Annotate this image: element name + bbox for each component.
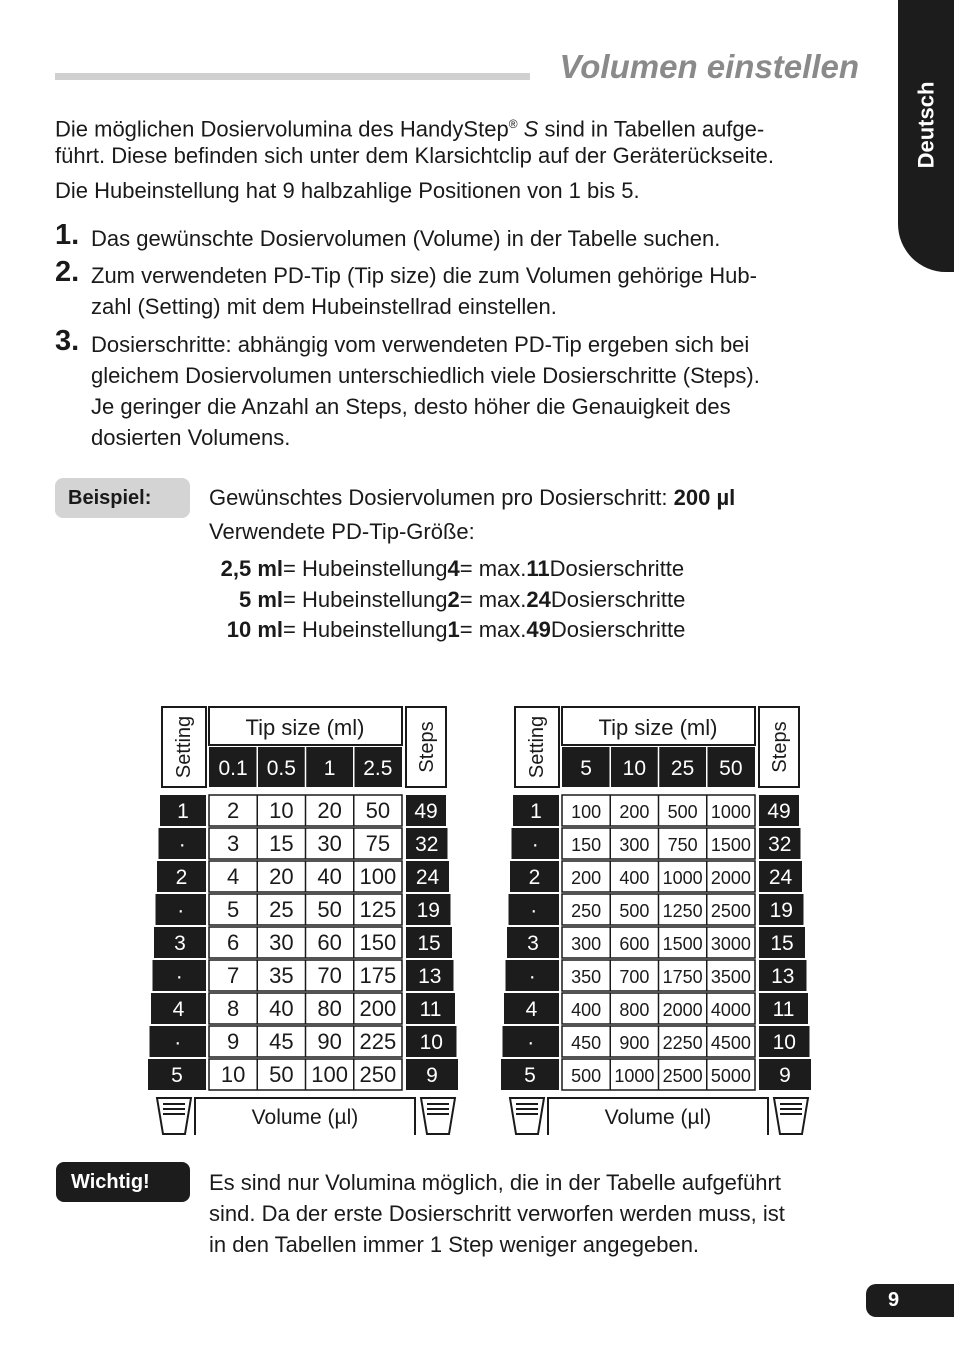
small-table-volume-value: 8 [226, 996, 240, 1021]
small-table-volume-value: 250 [359, 1062, 397, 1087]
small-table-volume-value: 10 [220, 1062, 246, 1087]
small-table-steps-value: 15 [417, 932, 441, 955]
step-3-text-line-3: Je geringer die Anzahl an Steps, desto höher die Genauigkeit des [91, 394, 731, 419]
small-table-steps-value: 11 [419, 998, 442, 1021]
example-text: Gewünschtes Dosiervolumen pro Dosierschritt: [209, 485, 674, 510]
step-3-text-line-4: dosierten Volumens. [91, 425, 291, 450]
small-table-volume-value: 30 [269, 930, 294, 955]
small-table-steps-header: Steps [416, 721, 438, 773]
example-eq2: = max. [459, 556, 527, 581]
small-table-steps-value: 32 [415, 833, 439, 856]
example-suffix: Dosierschritte [549, 556, 685, 581]
small-table-volume-value: 50 [269, 1062, 294, 1087]
small-table-volume-value: 50 [317, 897, 342, 922]
small-table-volume-value: 7 [226, 963, 240, 988]
large-table-volume-value: 1000 [710, 802, 751, 822]
large-table-volume-value: 250 [571, 901, 602, 921]
large-table-setting-value: · [530, 899, 538, 922]
small-table-volume-value: 35 [269, 963, 294, 988]
small-table-steps-value: 19 [416, 899, 440, 922]
example-tip: 5 ml [238, 586, 283, 612]
large-table-volume-value: 750 [667, 835, 698, 855]
small-table-steps-value: 13 [418, 965, 442, 988]
step-1-text: Das gewünschte Dosiervolumen (Volume) in der Tabelle suchen. [91, 226, 721, 251]
large-table-setting-value: 2 [528, 866, 541, 889]
large-table-setting-value: 4 [525, 998, 538, 1021]
large-table-volume-value: 4000 [710, 1000, 751, 1020]
registered-mark: ® [508, 117, 518, 131]
large-table-volume-value: 2250 [662, 1033, 703, 1053]
large-table-steps-value: 11 [772, 998, 795, 1021]
small-table-steps-value: 24 [415, 866, 440, 889]
small-table-tip-value: 0.1 [218, 757, 248, 780]
small-table-tip-value: 0.5 [266, 757, 296, 780]
large-table-steps-header: Steps [769, 721, 791, 773]
example-row [208, 615, 685, 646]
large-table-volume-value: 2000 [662, 1000, 703, 1020]
small-table-setting-value: 2 [175, 866, 188, 889]
small-table-volume-value: 6 [226, 930, 240, 955]
small-table-volume-value: 25 [269, 897, 294, 922]
small-table-volume-value: 90 [317, 1029, 342, 1054]
large-table-volume-value: 1500 [710, 835, 751, 855]
example-row [208, 585, 685, 616]
large-table-tip-value: 25 [670, 757, 695, 780]
large-table-volume-value: 2500 [662, 1066, 703, 1086]
large-table-volume-value: 2000 [710, 868, 751, 888]
large-table-volume-value: 1750 [662, 967, 703, 987]
large-table-volume-value: 300 [571, 934, 602, 954]
large-table-volume-value: 400 [619, 868, 650, 888]
large-table-volume-value: 3000 [710, 934, 751, 954]
small-table-volume-value: 20 [269, 864, 294, 889]
small-table-volume-value: 4 [226, 864, 240, 889]
small-table-setting-value: · [178, 833, 186, 856]
small-table-setting-value: 1 [177, 800, 189, 823]
large-table-setting-header: Setting [526, 715, 548, 779]
intro-line-3: Die Hubeinstellung hat 9 halbzahlige Positionen von 1 bis 5. [55, 178, 640, 203]
example-tip: 2,5 ml [220, 556, 283, 581]
large-table-volume-value: 3500 [710, 967, 751, 987]
small-table-volume-value: 2 [226, 798, 240, 823]
small-table-volume-value: 100 [311, 1062, 348, 1087]
large-table-tip-value: 5 [580, 757, 592, 780]
large-table-steps-value: 9 [779, 1064, 791, 1087]
note-line-2: sind. Da der erste Dosierschritt verworfen werden muss, ist [209, 1201, 785, 1226]
small-table-setting-value: · [174, 1031, 182, 1054]
large-table-volume-value: 700 [619, 967, 650, 987]
example-suffix: Dosierschritte [550, 617, 686, 642]
page-number: 9 [866, 1284, 954, 1317]
example-row [208, 554, 685, 585]
small-table-volume-value: 60 [317, 930, 342, 955]
small-table-setting-value: 3 [174, 932, 186, 955]
small-table-volume-value: 40 [317, 864, 342, 889]
example-setting: 4 [447, 556, 460, 581]
example-eq: = Hubeinstellung [283, 586, 448, 612]
example-max: 49 [526, 617, 551, 642]
example-setting: 2 [447, 586, 460, 612]
small-table-steps-value: 49 [414, 800, 438, 823]
large-table-volume-value: 1500 [662, 934, 703, 954]
large-table-setting-value: · [528, 965, 536, 988]
large-table-tip-size-header: Tip size (ml) [598, 715, 718, 740]
large-table-volume-value: 100 [571, 802, 602, 822]
large-table-volume-value: 200 [619, 802, 650, 822]
example-eq2: = max. [459, 586, 527, 612]
language-tab-label: Deutsch [913, 81, 939, 169]
small-table-volume-value: 70 [317, 963, 342, 988]
large-table-setting-value: · [527, 1031, 535, 1054]
large-table-volume-value: 2500 [710, 901, 751, 921]
small-table-volume-value: 40 [269, 996, 294, 1021]
large-table-volume-value: 450 [571, 1033, 602, 1053]
example-line-2: Verwendete PD-Tip-Größe: [209, 519, 475, 544]
step-2-number: 2. [55, 256, 80, 288]
small-table-volume-value: 9 [226, 1029, 240, 1054]
large-table-steps-value: 19 [769, 899, 793, 922]
example-volume: 200 µl [673, 485, 736, 510]
note-line-1: Es sind nur Volumina möglich, die in der Tabelle aufgeführt [209, 1170, 781, 1195]
large-table-volume-value: 5000 [710, 1066, 751, 1086]
example-rows [208, 554, 685, 646]
large-table-steps-value: 49 [767, 800, 791, 823]
large-table-volume-value: 500 [619, 901, 650, 921]
small-table-volume-value: 3 [226, 831, 240, 856]
small-table-volume-value: 225 [359, 1029, 397, 1054]
large-table-tip-value: 50 [719, 757, 743, 780]
small-table-steps-value: 9 [426, 1064, 438, 1087]
step-3-text-line-1: Dosierschritte: abhängig vom verwendeten PD-Tip ergeben sich bei [91, 332, 750, 357]
example-line-1 [209, 483, 735, 513]
large-table-volume-value: 4500 [710, 1033, 751, 1053]
small-table-volume-label: Volume (µl) [251, 1106, 359, 1129]
large-table-volume-value: 800 [619, 1000, 650, 1020]
large-table-steps-value: 24 [768, 866, 793, 889]
small-table-volume-value: 100 [359, 864, 397, 889]
small-table-tip-value: 2.5 [363, 757, 393, 780]
small-table-volume-value: 10 [269, 798, 294, 823]
product-suffix: S [523, 116, 539, 142]
large-table-volume-value: 600 [619, 934, 650, 954]
large-table-tip-value: 10 [622, 757, 647, 780]
small-table-volume-value: 125 [359, 897, 397, 922]
volume-tables [145, 705, 825, 1140]
small-table-volume-value: 50 [365, 798, 391, 823]
large-table-volume-value: 150 [571, 835, 602, 855]
small-table-steps-value: 10 [419, 1031, 443, 1054]
example-tip: 10 ml [226, 617, 283, 642]
step-3-number: 3. [55, 325, 80, 357]
large-table-volume-value: 500 [571, 1066, 602, 1086]
large-table-setting-value: 3 [527, 932, 539, 955]
large-table-volume-value: 1000 [614, 1066, 655, 1086]
intro-text-end: sind in Tabellen aufge- [538, 116, 765, 142]
example-eq: = Hubeinstellung [283, 556, 448, 581]
large-table-volume-value: 1250 [662, 901, 703, 921]
example-max: 24 [526, 586, 551, 612]
small-table-setting-header: Setting [173, 715, 195, 779]
page-title: Volumen einstellen [559, 48, 859, 85]
volume-tables-svg [145, 705, 825, 1135]
large-table-steps-value: 13 [771, 965, 795, 988]
small-table-setting-value: · [175, 965, 183, 988]
large-table-volume-value: 350 [571, 967, 602, 987]
step-2-text-line-1: Zum verwendeten PD-Tip (Tip size) die zum Volumen gehörige Hub- [91, 263, 757, 288]
large-table-volume-value: 400 [571, 1000, 602, 1020]
step-3-text-line-2: gleichem Dosiervolumen unterschiedlich viele Dosierschritte (Steps). [91, 363, 760, 388]
large-table-volume-value: 1000 [662, 868, 703, 888]
large-table-steps-value: 10 [772, 1031, 796, 1054]
small-table-volume-value: 175 [359, 963, 397, 988]
example-eq2: = max. [459, 617, 527, 642]
large-table-volume-value: 900 [619, 1033, 650, 1053]
small-table-volume-value: 200 [359, 996, 397, 1021]
header-rule [55, 73, 530, 80]
large-table-volume-value: 200 [571, 868, 602, 888]
step-2-text-line-2: zahl (Setting) mit dem Hubeinstellrad einstellen. [91, 294, 557, 319]
step-1-number: 1. [55, 219, 80, 251]
example-suffix: Dosierschritte [550, 586, 686, 612]
large-table-setting-value: 5 [524, 1064, 536, 1087]
large-table-volume-label: Volume (µl) [604, 1106, 712, 1129]
small-table-volume-value: 45 [269, 1029, 294, 1054]
intro-text: Die möglichen Dosiervolumina des HandyStep [55, 116, 509, 142]
small-table-volume-value: 20 [317, 798, 342, 823]
large-table-volume-value: 300 [619, 835, 650, 855]
small-table-tip-value: 1 [323, 757, 336, 780]
important-label: Wichtig! [56, 1162, 190, 1202]
large-table-steps-value: 15 [770, 932, 794, 955]
small-table-volume-value: 80 [317, 996, 342, 1021]
example-eq: = Hubeinstellung [283, 617, 448, 642]
small-table-volume-value: 5 [226, 897, 240, 922]
example-label: Beispiel: [55, 478, 190, 518]
intro-line-2: führt. Diese befinden sich unter dem Klarsichtclip auf der Geräterückseite. [55, 143, 775, 168]
small-table-tip-size-header: Tip size (ml) [245, 715, 365, 740]
example-max: 11 [526, 556, 550, 581]
large-table-setting-value: 1 [530, 800, 542, 823]
small-table-setting-value: 5 [171, 1064, 183, 1087]
small-table-setting-value: · [177, 899, 185, 922]
large-table-steps-value: 32 [768, 833, 792, 856]
small-table-volume-value: 150 [359, 930, 397, 955]
language-tab [898, 0, 954, 272]
small-table-volume-value: 30 [317, 831, 342, 856]
small-table-volume-value: 15 [269, 831, 294, 856]
large-table-volume-value: 500 [667, 802, 698, 822]
small-table-volume-value: 75 [365, 831, 391, 856]
note-line-3: in den Tabellen immer 1 Step weniger angegeben. [209, 1232, 700, 1257]
large-table-setting-value: · [531, 833, 539, 856]
small-table-setting-value: 4 [172, 998, 185, 1021]
example-setting: 1 [447, 617, 460, 642]
